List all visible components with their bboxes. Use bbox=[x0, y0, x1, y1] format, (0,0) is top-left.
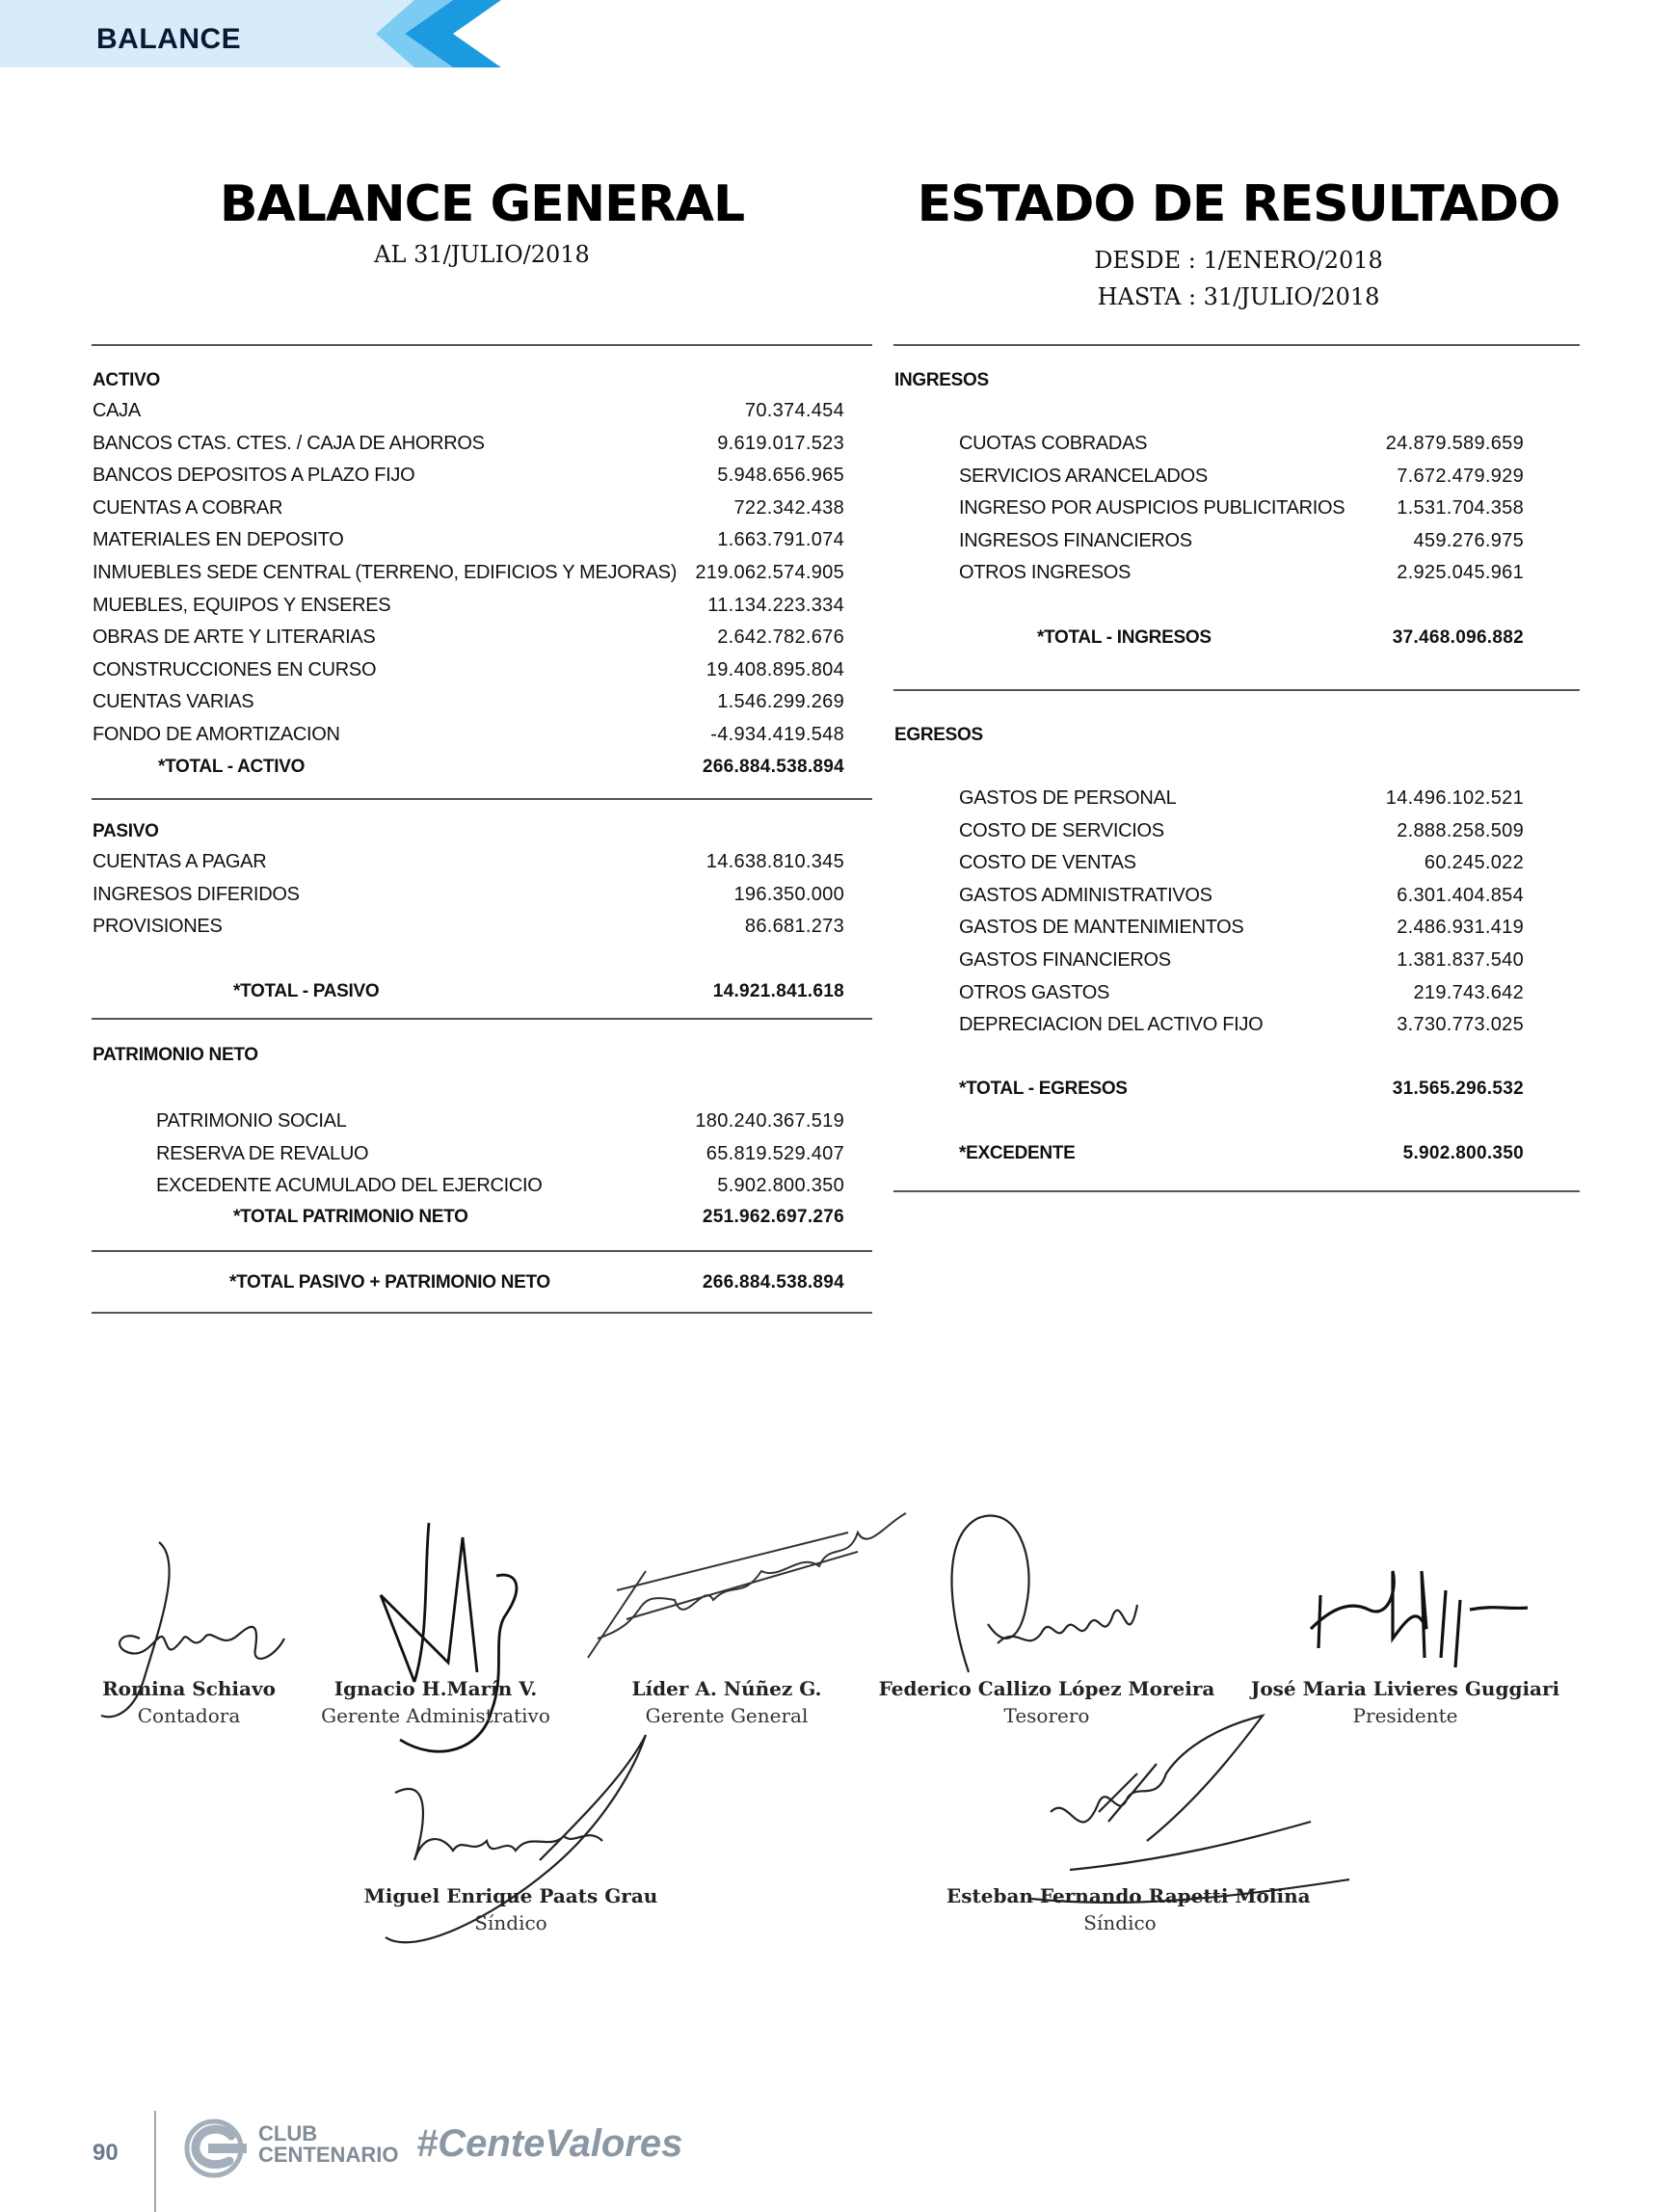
table-row bbox=[959, 559, 1524, 586]
row-value: 3.730.773.025 bbox=[1397, 1014, 1524, 1036]
row-value: 5.902.800.350 bbox=[717, 1175, 844, 1197]
row-label: CAJA bbox=[93, 400, 141, 421]
hashtag: #CenteValores bbox=[416, 2122, 683, 2165]
row-value: 1.663.791.074 bbox=[717, 529, 844, 551]
table-row bbox=[93, 881, 844, 908]
signatory-role: Gerente General bbox=[645, 1704, 809, 1727]
table-row bbox=[959, 914, 1524, 941]
table-row bbox=[93, 688, 844, 715]
row-value: 14.638.810.345 bbox=[706, 851, 844, 872]
divider bbox=[893, 689, 1580, 691]
signatory-role: Presidente bbox=[1352, 1704, 1458, 1727]
table-row bbox=[959, 527, 1524, 554]
row-label: INGRESOS FINANCIEROS bbox=[959, 529, 1192, 551]
row-label: EXCEDENTE ACUMULADO DEL EJERCICIO bbox=[156, 1175, 543, 1197]
divider bbox=[893, 344, 1580, 346]
row-label: CUENTAS A COBRAR bbox=[93, 496, 283, 519]
row-value: 6.301.404.854 bbox=[1397, 884, 1524, 906]
table-row bbox=[93, 848, 844, 875]
row-value: 9.619.017.523 bbox=[717, 432, 844, 454]
row-value: 180.240.367.519 bbox=[695, 1110, 844, 1132]
signatory-name: Federico Callizo López Moreira bbox=[878, 1677, 1215, 1700]
excedente-value: 5.902.800.350 bbox=[1402, 1143, 1524, 1163]
divider bbox=[92, 1250, 872, 1252]
grand-total-value: 266.884.538.894 bbox=[702, 1272, 844, 1293]
row-label: COSTO DE SERVICIOS bbox=[959, 819, 1164, 841]
page-number: 90 bbox=[93, 2140, 119, 2166]
table-row bbox=[959, 494, 1524, 521]
signatory-role: Síndico bbox=[1083, 1911, 1157, 1934]
egresos-total-label: *TOTAL - EGRESOS bbox=[959, 1079, 1128, 1099]
table-row bbox=[959, 946, 1524, 973]
table-row bbox=[93, 526, 844, 553]
signatory bbox=[946, 1884, 1311, 1934]
row-value: 1.546.299.269 bbox=[717, 691, 844, 713]
grand-total-label: *TOTAL PASIVO + PATRIMONIO NETO bbox=[229, 1272, 550, 1293]
table-row bbox=[959, 849, 1524, 876]
signature-federico-callizo bbox=[930, 1499, 1142, 1692]
divider bbox=[92, 344, 872, 346]
table-row bbox=[959, 785, 1524, 812]
row-value: 7.672.479.929 bbox=[1397, 465, 1524, 487]
row-label: MATERIALES EN DEPOSITO bbox=[93, 529, 344, 551]
row-label: RESERVA DE REVALUO bbox=[156, 1142, 369, 1164]
egresos-total-row bbox=[959, 1076, 1524, 1103]
balance-title: BALANCE GENERAL bbox=[219, 175, 745, 233]
table-row bbox=[93, 1107, 844, 1134]
row-value: 1.531.704.358 bbox=[1397, 497, 1524, 520]
row-label: COSTO DE VENTAS bbox=[959, 852, 1136, 874]
row-label: FONDO DE AMORTIZACION bbox=[93, 724, 340, 745]
pasivo-total-value: 14.921.841.618 bbox=[712, 981, 844, 1001]
row-label: CUENTAS VARIAS bbox=[93, 691, 254, 713]
pasivo-total-row bbox=[93, 978, 844, 1005]
signatory-role: Síndico bbox=[474, 1911, 547, 1934]
row-value: 14.496.102.521 bbox=[1385, 787, 1524, 809]
resultado-date-from: DESDE : 1/ENERO/2018 bbox=[1094, 247, 1383, 274]
row-label: INGRESO POR AUSPICIOS PUBLICITARIOS bbox=[959, 497, 1345, 520]
row-value: 86.681.273 bbox=[744, 916, 844, 938]
row-value: 5.948.656.965 bbox=[717, 465, 844, 487]
row-value: 65.819.529.407 bbox=[706, 1142, 844, 1164]
signatory-name: Ignacio H.Marín V. bbox=[333, 1677, 538, 1700]
grand-total-row bbox=[93, 1269, 844, 1296]
row-label: INMUEBLES SEDE CENTRAL (TERRENO, EDIFICIOS Y MEJORAS) bbox=[93, 562, 678, 583]
table-row bbox=[93, 494, 844, 521]
egresos-heading: EGRESOS bbox=[894, 725, 983, 745]
signatory-name: Esteban Fernando Rapetti Molina bbox=[946, 1884, 1311, 1907]
divider bbox=[92, 1312, 872, 1314]
row-label: BANCOS CTAS. CTES. / CAJA DE AHORROS bbox=[93, 432, 485, 454]
ingresos-total-row bbox=[959, 625, 1524, 652]
ingresos-heading: INGRESOS bbox=[894, 370, 989, 390]
table-row bbox=[93, 592, 844, 619]
row-value: 196.350.000 bbox=[733, 883, 844, 905]
row-label: BANCOS DEPOSITOS A PLAZO FIJO bbox=[93, 465, 415, 487]
row-label: MUEBLES, EQUIPOS Y ENSERES bbox=[93, 594, 391, 616]
table-row bbox=[959, 430, 1524, 457]
signatory-name: Líder A. Núñez G. bbox=[631, 1677, 822, 1700]
excedente-row bbox=[959, 1140, 1524, 1167]
row-label: CONSTRUCCIONES EN CURSO bbox=[93, 658, 377, 680]
activo-total-value: 266.884.538.894 bbox=[702, 757, 844, 777]
resultado-date-to: HASTA : 31/JULIO/2018 bbox=[1097, 283, 1380, 310]
table-row bbox=[93, 656, 844, 683]
signatory-name: Romina Schiavo bbox=[102, 1677, 276, 1700]
row-label: OTROS GASTOS bbox=[959, 981, 1110, 1003]
ingresos-total-value: 37.468.096.882 bbox=[1392, 627, 1524, 648]
section-label: BALANCE bbox=[96, 23, 242, 55]
row-value: 2.925.045.961 bbox=[1397, 562, 1524, 584]
row-value: 11.134.223.334 bbox=[707, 594, 844, 616]
row-value: 459.276.975 bbox=[1413, 529, 1524, 551]
club-name bbox=[258, 2123, 398, 2166]
row-label: GASTOS ADMINISTRATIVOS bbox=[959, 884, 1212, 906]
row-label: OBRAS DE ARTE Y LITERARIAS bbox=[93, 626, 376, 649]
row-value: 219.062.574.905 bbox=[695, 562, 844, 583]
signatory-name: Miguel Enrique Paats Grau bbox=[363, 1884, 658, 1907]
pasivo-total-label: *TOTAL - PASIVO bbox=[233, 981, 380, 1001]
egresos-total-value: 31.565.296.532 bbox=[1392, 1079, 1524, 1099]
row-value: 722.342.438 bbox=[733, 496, 844, 519]
table-row bbox=[959, 1011, 1524, 1038]
patrimonio-total-label: *TOTAL PATRIMONIO NETO bbox=[233, 1207, 468, 1227]
row-label: GASTOS FINANCIEROS bbox=[959, 949, 1171, 971]
patrimonio-total-value: 251.962.697.276 bbox=[702, 1207, 844, 1227]
section-header bbox=[0, 0, 501, 67]
divider bbox=[92, 1018, 872, 1020]
signature-jose-livieres bbox=[1301, 1552, 1532, 1687]
row-label: PROVISIONES bbox=[93, 916, 223, 938]
row-label: CUOTAS COBRADAS bbox=[959, 433, 1148, 454]
pasivo-heading: PASIVO bbox=[93, 821, 159, 841]
row-label: INGRESOS DIFERIDOS bbox=[93, 883, 300, 905]
row-label: PATRIMONIO SOCIAL bbox=[156, 1110, 347, 1132]
divider bbox=[893, 1190, 1580, 1192]
activo-heading: ACTIVO bbox=[93, 370, 160, 390]
row-label: GASTOS DE PERSONAL bbox=[959, 787, 1177, 809]
row-label: DEPRECIACION DEL ACTIVO FIJO bbox=[959, 1014, 1264, 1036]
table-row bbox=[93, 559, 844, 586]
row-label: GASTOS DE MANTENIMIENTOS bbox=[959, 917, 1244, 939]
chevron-arrow-icon bbox=[376, 0, 501, 67]
divider bbox=[92, 798, 872, 800]
row-label: SERVICIOS ARANCELADOS bbox=[959, 465, 1208, 487]
signatory bbox=[873, 1677, 1220, 1727]
activo-total-label: *TOTAL - ACTIVO bbox=[158, 757, 306, 777]
table-row bbox=[959, 463, 1524, 490]
club-logo-icon bbox=[181, 2119, 251, 2178]
signatory-role: Tesorero bbox=[1003, 1704, 1090, 1727]
patrimonio-heading: PATRIMONIO NETO bbox=[93, 1045, 258, 1065]
row-value: 70.374.454 bbox=[744, 400, 844, 421]
club-name-line1: CLUB bbox=[258, 2121, 318, 2145]
table-row bbox=[93, 1172, 844, 1199]
row-value: 2.486.931.419 bbox=[1397, 917, 1524, 939]
row-value: 60.245.022 bbox=[1424, 852, 1524, 874]
table-row bbox=[93, 397, 844, 424]
row-value: 1.381.837.540 bbox=[1397, 949, 1524, 971]
table-row bbox=[959, 817, 1524, 844]
signatory-role: Contadora bbox=[137, 1704, 241, 1727]
ingresos-total-label: *TOTAL - INGRESOS bbox=[1037, 627, 1212, 648]
table-row bbox=[93, 430, 844, 457]
signatory-name: José Maria Livieres Guggiari bbox=[1250, 1677, 1560, 1700]
table-row bbox=[959, 979, 1524, 1006]
table-row bbox=[93, 721, 844, 748]
resultado-title: ESTADO DE RESULTADO bbox=[917, 175, 1560, 233]
row-label: OTROS INGRESOS bbox=[959, 562, 1132, 584]
signatory bbox=[337, 1884, 684, 1934]
excedente-label: *EXCEDENTE bbox=[959, 1143, 1076, 1163]
row-value: 24.879.589.659 bbox=[1385, 433, 1524, 454]
table-row bbox=[93, 462, 844, 489]
table-row bbox=[959, 882, 1524, 909]
footer-divider bbox=[154, 2111, 156, 2212]
row-value: 219.743.642 bbox=[1413, 981, 1524, 1003]
balance-date: AL 31/JULIO/2018 bbox=[374, 241, 590, 268]
signatory bbox=[553, 1677, 900, 1727]
club-name-line2: CENTENARIO bbox=[258, 2143, 399, 2167]
signature-lider-nunez bbox=[569, 1475, 916, 1687]
row-value: 2.888.258.509 bbox=[1397, 819, 1524, 841]
activo-total-row bbox=[93, 754, 844, 781]
signatory-role: Gerente Administrativo bbox=[321, 1704, 550, 1727]
patrimonio-total-row bbox=[93, 1204, 844, 1231]
table-row bbox=[93, 913, 844, 940]
row-value: 2.642.782.676 bbox=[717, 626, 844, 649]
table-row bbox=[93, 624, 844, 651]
signatory bbox=[1232, 1677, 1579, 1727]
row-value: 19.408.895.804 bbox=[706, 658, 844, 680]
row-value: -4.934.419.548 bbox=[710, 724, 844, 745]
row-label: CUENTAS A PAGAR bbox=[93, 851, 267, 872]
table-row bbox=[93, 1140, 844, 1167]
